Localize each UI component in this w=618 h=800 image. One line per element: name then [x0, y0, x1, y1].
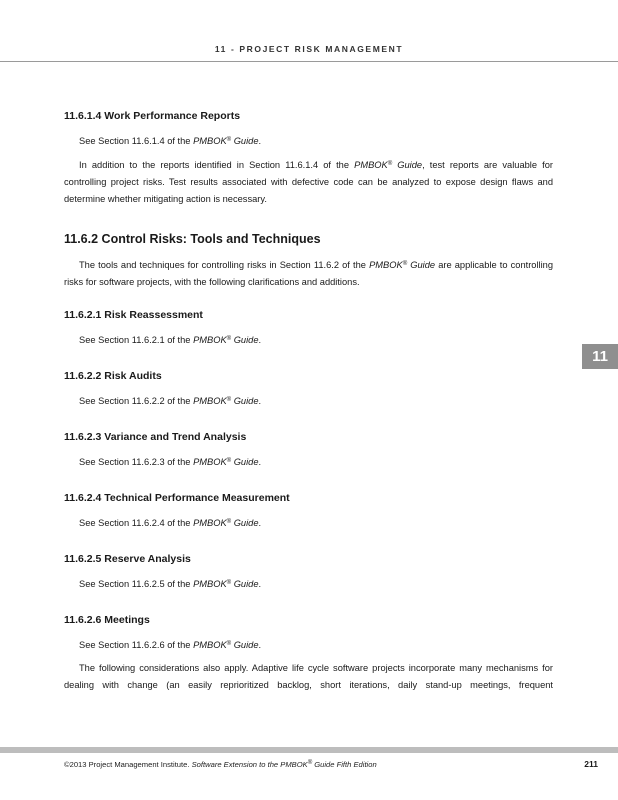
- section-reference: See Section 11.6.2.2 of the PMBOK® Guide.: [79, 396, 262, 406]
- section-reference: See Section 11.6.1.4 of the PMBOK® Guide.: [79, 136, 262, 146]
- body-paragraph: The following considerations also apply. Adaptive life cycle software projects incorporate many mechanisms for dealing with change (an easily reprioritized backlog, short iterations, daily stand-up meetings, frequent: [64, 663, 553, 690]
- page-number: 211: [584, 759, 598, 769]
- section-reference: See Section 11.6.2.6 of the PMBOK® Guide.: [79, 640, 262, 650]
- section-reference: See Section 11.6.2.1 of the PMBOK® Guide.: [79, 335, 262, 345]
- running-header: 11 - PROJECT RISK MANAGEMENT: [214, 44, 404, 54]
- body-paragraph: The tools and techniques for controlling risks in Section 11.6.2 of the PMBOK® Guide are applicable to controlling risks for software projects, with the following clarifications and additions.: [64, 260, 554, 287]
- section-heading: 11.6.2.2 Risk Audits: [64, 370, 162, 382]
- section-heading: 11.6.2 Control Risks: Tools and Techniques: [64, 232, 321, 246]
- section-reference: See Section 11.6.2.4 of the PMBOK® Guide.: [79, 518, 262, 528]
- chapter-tab: 11: [582, 344, 618, 369]
- section-heading: 11.6.2.3 Variance and Trend Analysis: [64, 431, 247, 443]
- section-heading: 11.6.2.5 Reserve Analysis: [64, 553, 191, 565]
- section-reference: See Section 11.6.2.5 of the PMBOK® Guide.: [79, 579, 262, 589]
- body-paragraph: In addition to the reports identified in Section 11.6.1.4 of the PMBOK® Guide, test reports are valuable for controlling project risks. Test results associated with defective code can be analyzed to expose design flaws and determine whether mitigating action is necessary.: [64, 160, 553, 204]
- section-heading: 11.6.2.4 Technical Performance Measurement: [64, 492, 290, 504]
- footer-bar: [0, 747, 618, 753]
- footer-citation: ©2013 Project Management Institute. Software Extension to the PMBOK® Guide Fifth Edition: [64, 760, 377, 769]
- section-heading: 11.6.2.6 Meetings: [64, 614, 150, 626]
- section-reference: See Section 11.6.2.3 of the PMBOK® Guide.: [79, 457, 262, 467]
- header-rule: [0, 61, 618, 62]
- section-heading: 11.6.1.4 Work Performance Reports: [64, 110, 241, 122]
- section-heading: 11.6.2.1 Risk Reassessment: [64, 309, 203, 321]
